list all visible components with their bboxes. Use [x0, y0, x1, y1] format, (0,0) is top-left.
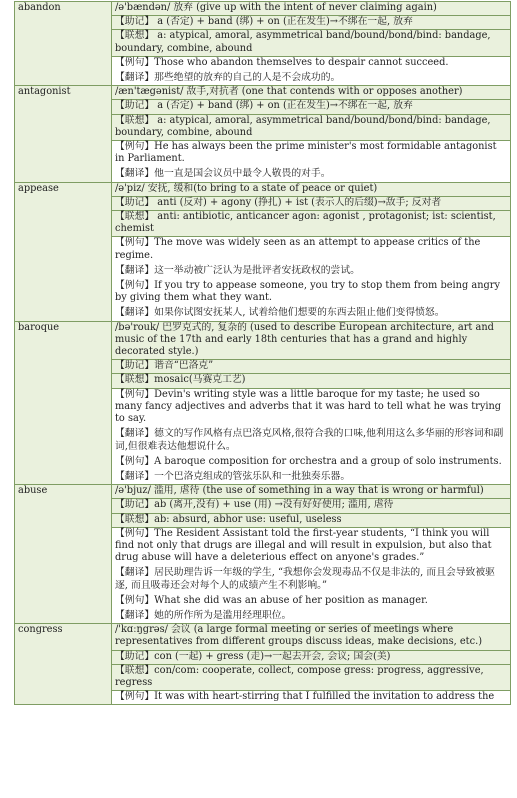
- entry-detail-cell: [112, 691, 511, 705]
- entry-line: 【助记】ab (离开,没有) + use (用) →没有好好使用; 滥用, 虐待: [115, 499, 394, 511]
- entry-line: 【联想】 a: atypical, amoral, asymmetrical band/bound/bond/bind: bandage, boundary, combine, abound: [115, 30, 491, 54]
- entry-line: 【例句】Devin's writing style was a little baroque for my taste; he used so many fancy adjectives and adverbs that it was hard to tell what he was trying to say.: [115, 388, 502, 425]
- entry-line: 【联想】con/com: cooperate, collect, compose gress: progress, aggressive, regress: [115, 664, 484, 688]
- entry-line: 【翻译】一个巴洛克组成的管弦乐队和一批独奏乐器。: [115, 470, 351, 482]
- entry-detail-cell: [112, 16, 511, 30]
- entry-header-row: [15, 86, 511, 100]
- entry-detail-cell: [112, 388, 511, 484]
- entry-line: 【例句】A baroque composition for orchestra and a group of solo instruments.: [115, 455, 502, 467]
- entry-line: 【翻译】德文的写作风格有点巴洛克风格,很符合我的口味,他利用这么多华丽的形容词和副词,但很难表达他想说什么。: [115, 428, 504, 452]
- entry-line: 【助记】 anti (反对) + agony (挣扎) + ist (表示人的后缀)→敌手; 反对者: [115, 196, 442, 208]
- entry-word: baroque: [15, 321, 112, 484]
- entry-line: 【助记】 a (否定) + band (绑) + on (正在发生)→不绑在一起, 放弃: [115, 100, 413, 112]
- entry-detail-cell: [112, 499, 511, 513]
- entry-header-row: [15, 321, 511, 360]
- entry-detail-cell: [112, 374, 511, 388]
- entry-definition: /bə'rouk/ 巴罗克式的, 复杂的 (used to describe European architecture, art and music of the 17th and early 18th centuries that has a grand and highly decorated style.): [112, 321, 511, 360]
- entry-line: 【例句】The Resident Assistant told the first-year students, “I think you will find not only that drugs are illegal and will result in expulsion, but also that drug abuse will have a deleterious effect on anyone's grades.”: [115, 527, 492, 564]
- entry-detail-cell: [112, 114, 511, 140]
- entry-line: 【例句】He has always been the prime minister's most formidable antagonist in Parliament.: [115, 141, 497, 165]
- entry-detail-cell: [112, 100, 511, 114]
- entry-line: 【助记】con (一起) + gress (走)→一起去开会, 会议; 国会(美): [115, 650, 391, 662]
- entry-line: 【例句】The move was widely seen as an attempt to appease critics of the regime.: [115, 237, 481, 261]
- entry-detail-cell: [112, 237, 511, 321]
- entry-word: congress: [15, 624, 112, 705]
- entry-word: abandon: [15, 2, 112, 86]
- entry-definition: /'kɑːŋgrəs/ 会议 (a large formal meeting or series of meetings where representatives from different groups discuss ideas, make decisions, etc.): [112, 624, 511, 650]
- entry-line: 【联想】ab: absurd, abhor use: useful, useless: [115, 513, 342, 525]
- entry-detail-cell: [112, 360, 511, 374]
- entry-line: 【联想】 anti: antibiotic, anticancer agon: agonist , protagonist; ist: scientist, chemist: [115, 211, 496, 235]
- entry-header-row: [15, 182, 511, 196]
- entry-detail-cell: [112, 527, 511, 623]
- entry-detail-cell: [112, 650, 511, 664]
- entry-line: 【联想】mosaic(马赛克工艺): [115, 374, 246, 386]
- entry-line: 【翻译】居民助理告诉一年级的学生, “我想你会发现毒品不仅是非法的, 而且会导致被驱逐, 而且吸毒还会对每个人的成绩产生不利影响。”: [115, 567, 495, 591]
- entry-line: 【例句】It was with heart-stirring that I fulfilled the invitation to address the: [115, 691, 495, 703]
- entry-line: 【翻译】这一举动被广泛认为是批评者安抚政权的尝试。: [115, 264, 360, 276]
- entry-line: 【翻译】那些绝望的放弃的自己的人是不会成功的。: [115, 72, 341, 84]
- entry-line: 【翻译】她的所作所为是滥用经理职位。: [115, 609, 292, 621]
- entry-word: appease: [15, 182, 112, 321]
- entry-header-row: [15, 2, 511, 16]
- entry-definition: /æn'tægənist/ 敌手,对抗者 (one that contends with or opposes another): [112, 86, 511, 100]
- entry-word: antagonist: [15, 86, 112, 182]
- entry-detail-cell: [112, 513, 511, 527]
- table-body: [15, 2, 511, 705]
- entry-line: 【联想】 a: atypical, amoral, asymmetrical band/bound/bond/bind: bandage, boundary, combine, abound: [115, 114, 491, 138]
- entry-line: 【助记】谐音“巴洛克”: [115, 360, 214, 372]
- entry-line: 【例句】If you try to appease someone, you try to stop them from being angry by giving them what they want.: [115, 280, 501, 304]
- entry-header-row: [15, 624, 511, 650]
- entry-word: abuse: [15, 485, 112, 624]
- entry-line: 【例句】What she did was an abuse of her position as manager.: [115, 594, 428, 606]
- entry-detail-cell: [112, 211, 511, 237]
- entry-line: 【助记】 a (否定) + band (绑) + on (正在发生)→不绑在一起, 放弃: [115, 16, 413, 28]
- entry-header-row: [15, 485, 511, 499]
- entry-line: 【翻译】他一直是国会议员中最令人敬畏的对手。: [115, 168, 331, 180]
- vocabulary-table: [14, 1, 511, 705]
- entry-detail-cell: [112, 56, 511, 85]
- entry-line: 【例句】Those who abandon themselves to despair cannot succeed.: [115, 56, 449, 68]
- entry-definition: /ə'bjuz/ 滥用, 虐待 (the use of something in a way that is wrong or harmful): [112, 485, 511, 499]
- entry-detail-cell: [112, 141, 511, 183]
- entry-detail-cell: [112, 664, 511, 690]
- entry-definition: /ə'bændən/ 放弃 (give up with the intent of never claiming again): [112, 2, 511, 16]
- entry-line: 【翻译】如果你试图安抚某人, 试着给他们想要的东西去阻止他们变得愤怒。: [115, 307, 445, 319]
- entry-detail-cell: [112, 30, 511, 56]
- entry-detail-cell: [112, 196, 511, 210]
- entry-definition: /ə'piz/ 安抚, 缓和(to bring to a state of peace or quiet): [112, 182, 511, 196]
